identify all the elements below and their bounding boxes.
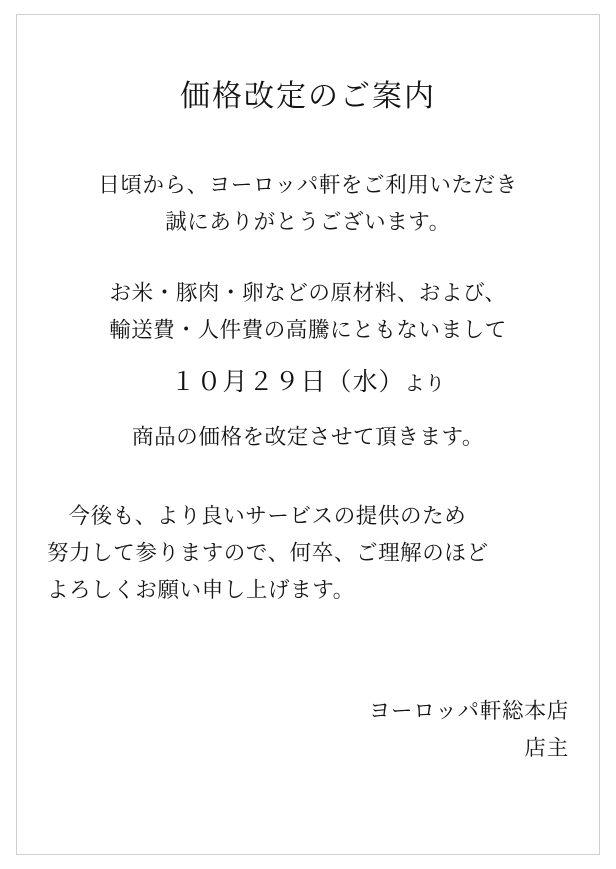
signature-block	[369, 693, 569, 768]
effective-date-suffix: より	[404, 370, 446, 395]
effect-paragraph: 商品の価格を改定させて頂きます。	[132, 424, 484, 450]
effective-date	[43, 362, 573, 402]
page-title: 価格改定のご案内	[180, 79, 436, 114]
reason-line-2: 輸送費・人件費の高騰にともないまして	[109, 317, 507, 343]
closing-line-2: 努力して参りますので、何卒、ご理解のほど	[47, 540, 489, 566]
reason-line-1: お米・豚肉・卵などの原材料、および、	[109, 280, 507, 306]
greeting-paragraph	[43, 168, 573, 242]
signature-role: 店主	[524, 736, 569, 762]
greeting-line-2: 誠にありがとうございます。	[165, 209, 451, 235]
effective-date-value: １０月２９日（水）	[170, 366, 405, 396]
signature-company: ヨーロッパ軒総本店	[368, 698, 569, 724]
notice-sheet	[16, 14, 600, 855]
closing-line-1: 今後も、より良いサービスの提供のため	[68, 503, 467, 529]
greeting-line-1: 日頃から、ヨーロッパ軒をご利用いただき	[98, 173, 518, 198]
closing-paragraph	[43, 499, 573, 610]
reason-paragraph	[43, 276, 573, 350]
closing-line-3: よろしくお願い申し上げます。	[47, 577, 355, 603]
